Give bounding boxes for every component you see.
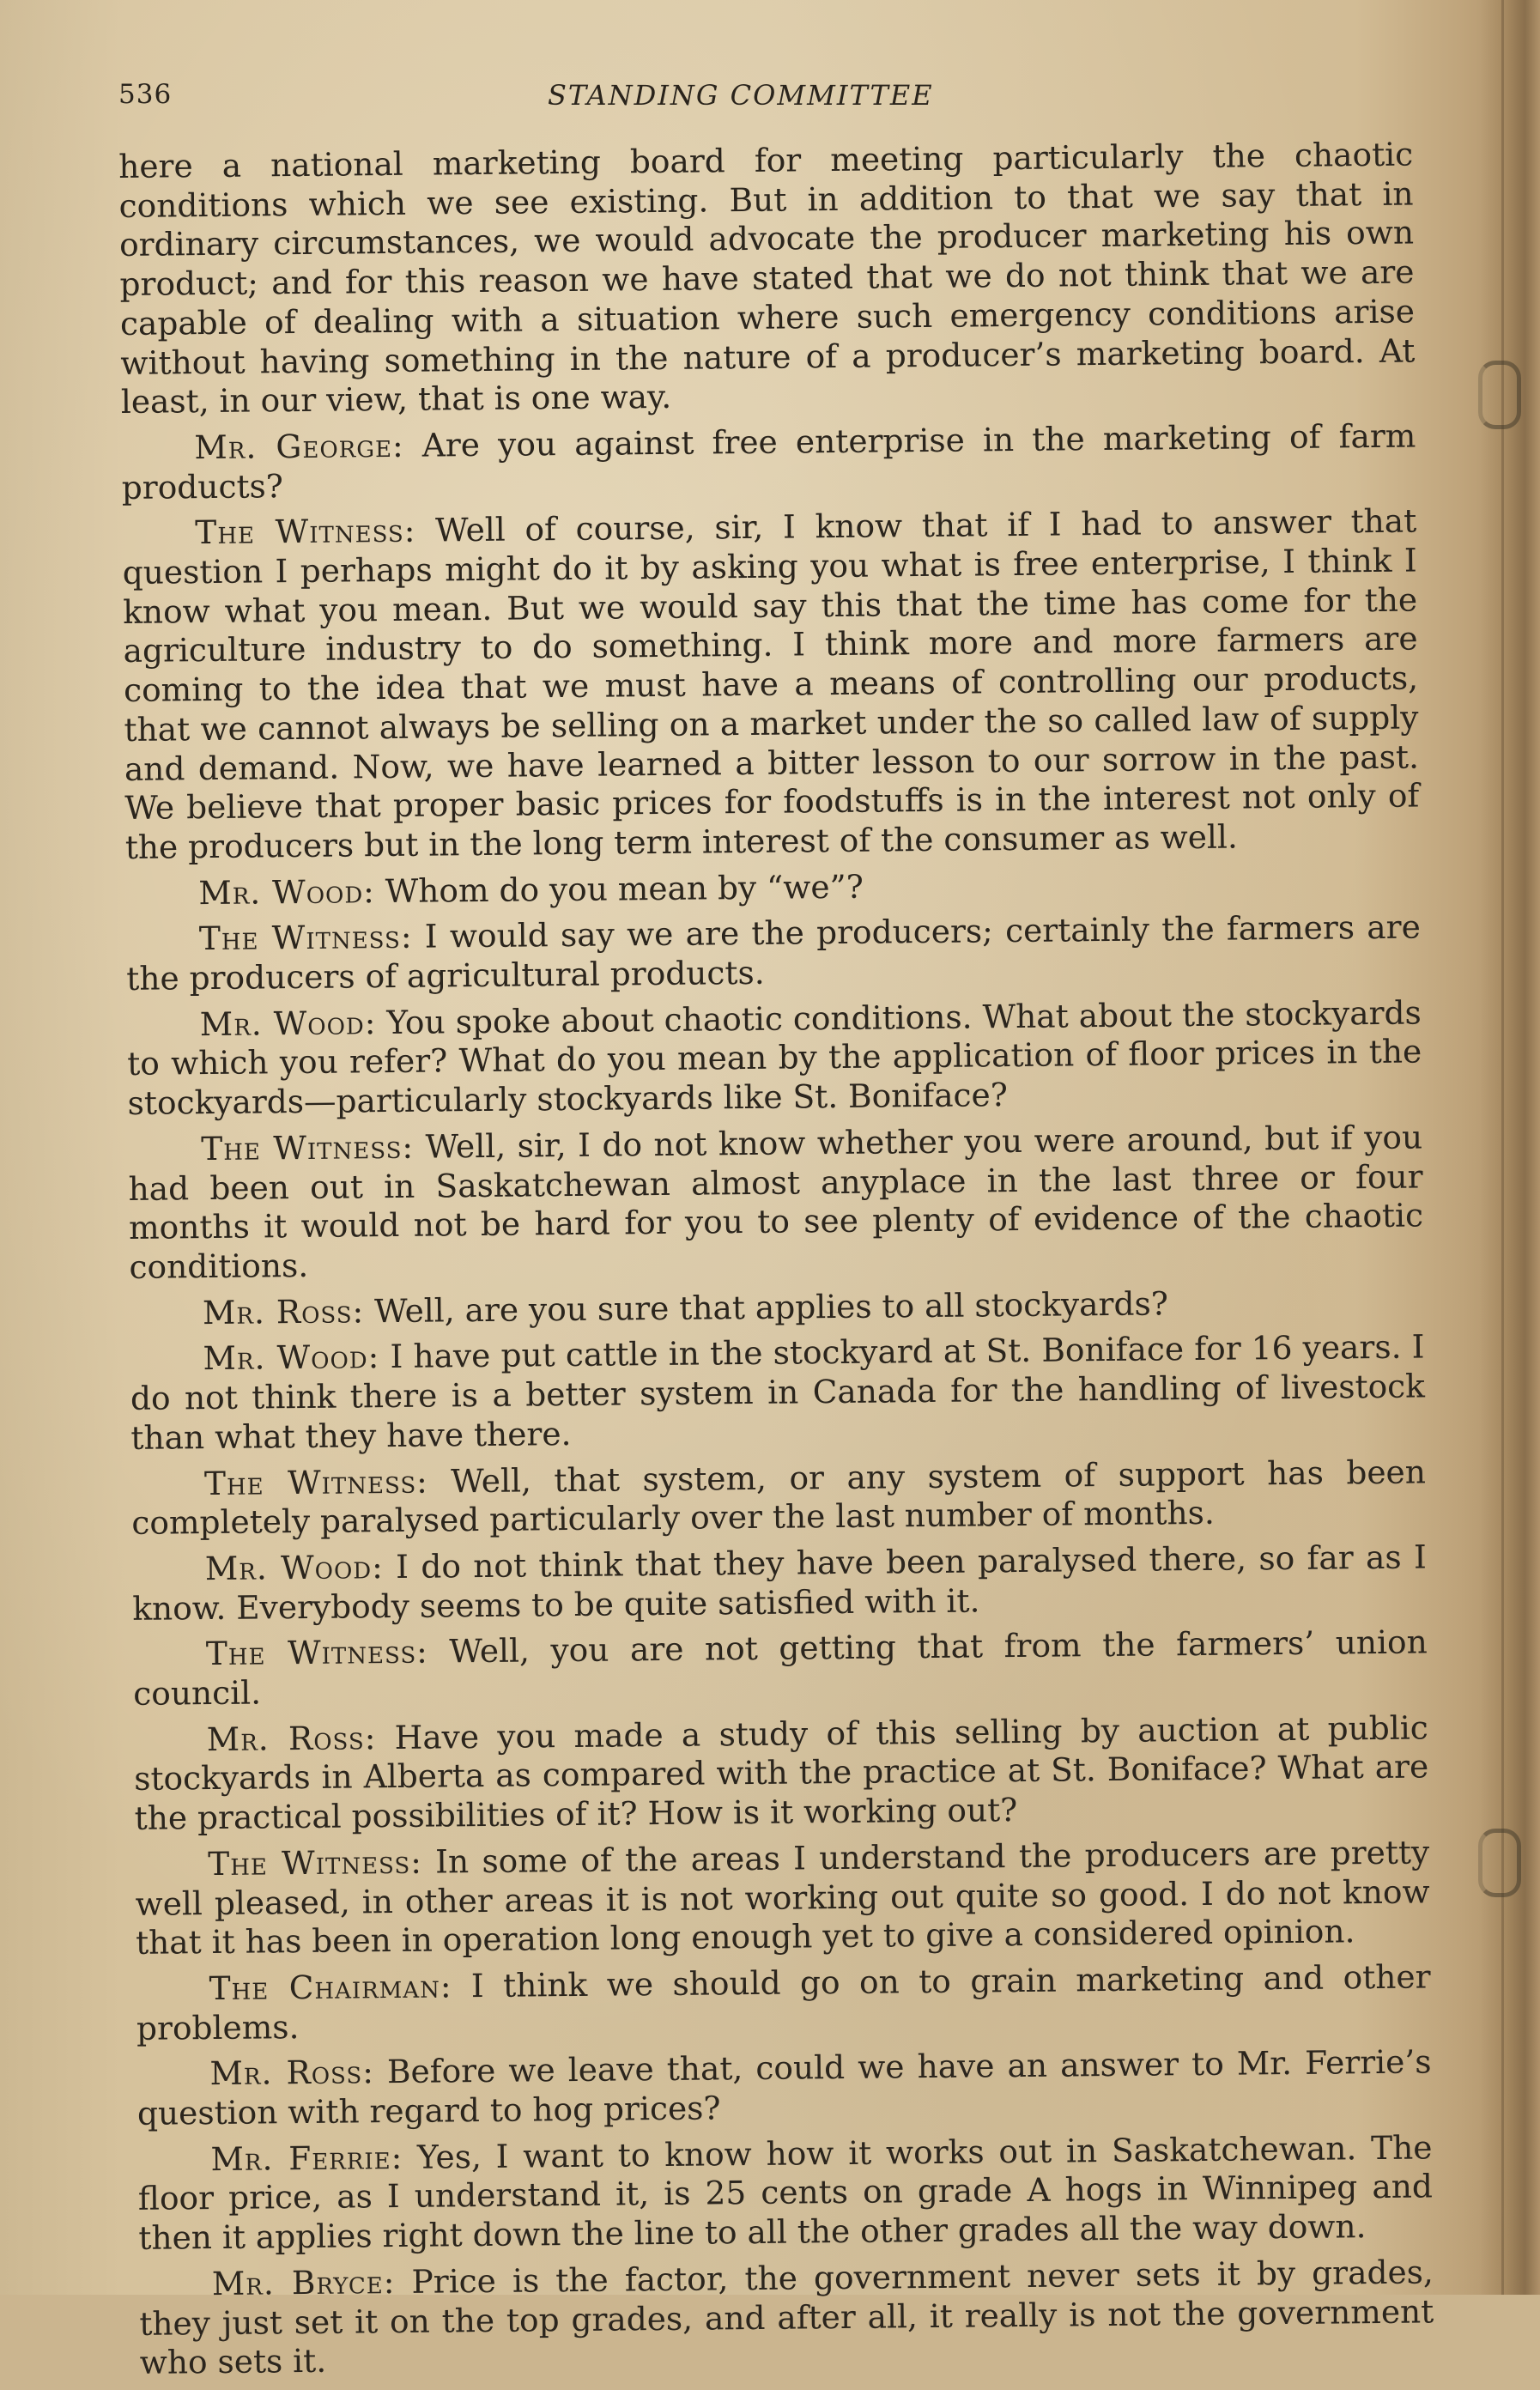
paragraph-text: Well, are you sure that applies to all stockyards?	[373, 1284, 1169, 1330]
speaker-label: Mr. Wood:	[204, 1548, 384, 1588]
paragraph	[134, 1708, 1429, 1839]
paragraph-text: Well, sir, I do not know whether you were around, but if you had been out in Saskatchewan almost anyplace in the last three or four months it would not be hard for you to see plenty of evidence of the chaotic conditions.	[128, 1118, 1424, 1286]
speaker-label: Mr. Ross:	[206, 1718, 377, 1758]
paragraph-text: Price is the factor, the government never sets it by grades, they just set it on the top grades, and after all, it really is not the government who sets it.	[139, 2253, 1434, 2382]
page-number: 536	[118, 79, 173, 110]
paragraph	[118, 136, 1416, 422]
paragraph	[137, 2128, 1433, 2259]
binding-line	[1501, 0, 1504, 2295]
paragraph	[131, 1453, 1427, 1544]
transcript-body	[118, 136, 1434, 2390]
paragraph	[133, 1623, 1428, 1714]
speaker-label: The Chairman:	[209, 1967, 452, 2008]
paragraph-text: Whom do you mean by “we”?	[385, 867, 864, 910]
paragraph-text: I have put cattle in the stockyard at St. Boniface for 16 years. I do not think there is a better system in Canada for the handling of livestock than what they have there.	[130, 1327, 1426, 1457]
paragraph-text: In some of the areas I understand the producers are pretty well pleased, in other areas it is not working out quite so good. I do not know that it has been in operation long enough yet to give a considered opinion.	[135, 1833, 1430, 1962]
paragraph	[125, 862, 1420, 913]
speaker-label: The Witness:	[205, 1632, 428, 1673]
paragraph-text: I think we should go on to grain marketing and other problems.	[136, 1957, 1431, 2047]
paragraph-text: Are you against free enterprise in the marketing of farm products?	[121, 416, 1416, 507]
paragraph	[136, 2043, 1432, 2134]
running-head: STANDING COMMITTEE	[548, 79, 934, 112]
speaker-label: The Witness:	[200, 1127, 415, 1168]
speaker-label: Mr. Wood:	[199, 1003, 377, 1043]
page-header	[118, 79, 951, 122]
paragraph	[121, 416, 1416, 507]
paragraph-text: I would say we are the producers; certainly the farmers are the producers of agricultural products.	[126, 907, 1421, 998]
paragraph	[135, 1833, 1430, 1963]
speaker-label: Mr. Ferrie:	[210, 2138, 403, 2178]
speaker-label: The Witness:	[195, 512, 416, 552]
paragraph-text: Yes, I want to know how it works out in Saskatchewan. The floor price, as I understand it, is 25 cents on grade A hogs in Winnipeg and then it applies right down the line to all the other grades all the way down.	[137, 2128, 1434, 2258]
page-edge-shadow	[1480, 0, 1540, 2295]
speaker-label: The Witness:	[207, 1842, 423, 1883]
paragraph	[130, 1282, 1424, 1333]
paragraph	[126, 908, 1422, 999]
paragraph-text: Have you made a study of this selling by auction at public stockyards in Alberta as compared with the practice at St. Boniface? What are the practical possibilities of it? How is it working out?	[134, 1708, 1429, 1838]
paper-clip-icon	[1478, 1829, 1521, 1897]
paragraph	[130, 1328, 1425, 1459]
paragraph	[122, 502, 1420, 868]
paragraph-text: here a national marketing board for meeting particularly the chaotic conditions which we see existing. But in addition to that we say that in ordinary circumstances, we would advocate the producer marketing his own product; and for this reason we have stated that we do not think that we are capable of dealing with a situation where such emergency conditions arise without having something in the nature of a producer’s marketing board. At least, in our view, that is one way.	[118, 135, 1416, 422]
paragraph-text: Well, you are not getting that from the farmers’ union council.	[133, 1623, 1428, 1713]
speaker-label: The Witness:	[198, 918, 413, 958]
speaker-label: Mr. Ross:	[202, 1292, 365, 1331]
paper-clip-icon	[1478, 361, 1521, 429]
paragraph	[139, 2253, 1434, 2383]
speaker-label: Mr. Bryce:	[211, 2262, 396, 2302]
paragraph-text: Well of course, sir, I know that if I had to answer that question I perhaps might do it by asking you what is free enterprise, I think I know what you mean. But we would say this that the time has come for the agriculture industry to do something. I think more and more farmers are coming to the idea that we must have a means of controlling our products, that we cannot always be selling on a market under the so called law of supply and demand. Now, we have learned a bitter lesson to our sorrow in the past. We believe that proper basic prices for foodstuffs is in the interest not only of the producers but in the long term interest of the consumer as well.	[122, 501, 1420, 866]
paragraph-text: Before we leave that, could we have an answer to Mr. Ferrie’s question with regard to hog prices?	[136, 2042, 1432, 2132]
speaker-label: Mr. Ross:	[209, 2053, 375, 2093]
paragraph-text: You spoke about chaotic conditions. What about the stockyards to which you refer? What do you mean by the application of floor prices in the stockyards—particularly stockyards like St. Boniface?	[127, 993, 1422, 1123]
speaker-label: The Witness:	[203, 1462, 428, 1502]
paragraph-text: I do not think that they have been paralysed there, so far as I know. Everybody seems to be quite satisfied with it.	[132, 1538, 1428, 1628]
paragraph	[136, 1957, 1431, 2048]
speaker-label: Mr. Wood:	[203, 1338, 380, 1378]
paragraph	[127, 993, 1422, 1124]
speaker-label: Mr. Wood:	[198, 871, 376, 912]
paragraph-text: Well, that system, or any system of support has been completely paralysed particularly over the last number of months.	[131, 1452, 1427, 1543]
paragraph	[132, 1538, 1428, 1629]
paragraph	[128, 1118, 1424, 1287]
speaker-label: Mr. George:	[194, 426, 404, 467]
